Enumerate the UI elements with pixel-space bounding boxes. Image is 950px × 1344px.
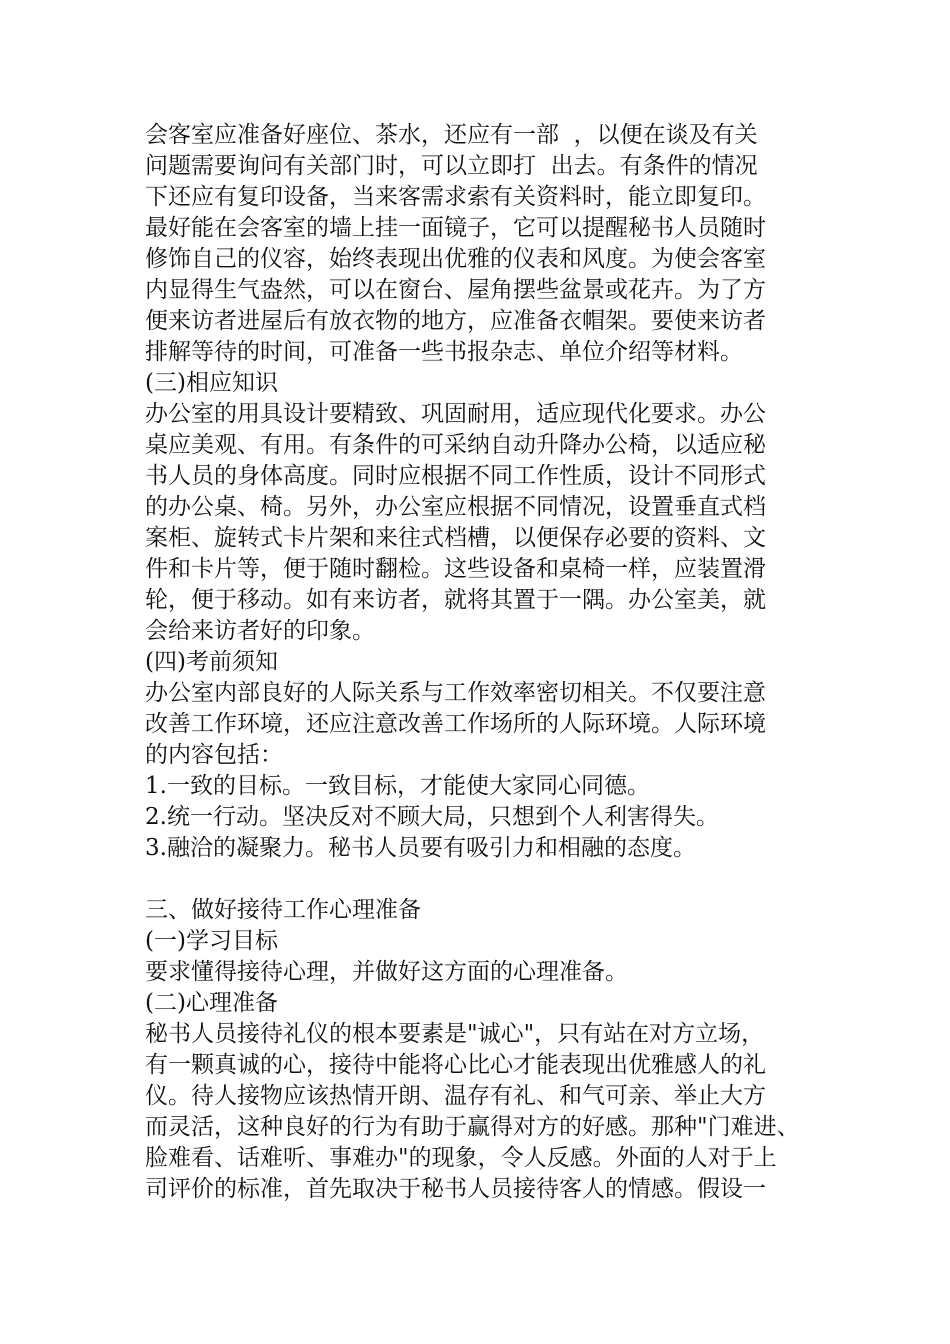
text-line: 便来访者进屋后有放衣物的地方，应准备衣帽架。要使来访者 (145, 308, 766, 334)
text-line: 改善工作环境，还应注意改善工作场所的人际环境。人际环境 (145, 711, 766, 737)
text-line: 桌应美观、有用。有条件的可采纳自动升降办公椅，以适应秘 (145, 432, 766, 458)
text-line: 秘书人员接待礼仪的根本要素是"诚心"，只有站在对方立场， (145, 1021, 765, 1047)
text-line: 办公室的用具设计要精致、巩固耐用，适应现代化要求。办公 (145, 401, 766, 427)
section-heading: (四)考前须知 (145, 649, 278, 675)
list-item: 1.一致的目标。一致目标，才能使大家同心同德。 (145, 773, 650, 799)
text-line: 仪。待人接物应该热情开朗、温存有礼、和气可亲、举止大方 (145, 1083, 766, 1109)
text-line: 的内容包括： (145, 742, 283, 768)
text-line: 会给来访者好的印象。 (145, 618, 375, 644)
text-line: 的办公桌、椅。另外，办公室应根据不同情况，设置垂直式档 (145, 494, 766, 520)
text-line: 最好能在会客室的墙上挂一面镜子，它可以提醒秘书人员随时 (145, 215, 766, 241)
text-line: 脸难看、话难听、事难办"的现象，令人反感。外面的人对于上 (145, 1145, 777, 1171)
text-line: 修饰自己的仪容，始终表现出优雅的仪表和风度。为使会客室 (145, 246, 766, 272)
chapter-heading: 三、做好接待工作心理准备 (145, 897, 421, 923)
blank-line (145, 864, 825, 895)
text-line: 书人员的身体高度。同时应根据不同工作性质，设计不同形式 (145, 463, 766, 489)
text-line: 下还应有复印设备，当来客需求索有关资料时，能立即复印。 (145, 184, 766, 210)
list-item: 3.融洽的凝聚力。秘书人员要有吸引力和相融的态度。 (145, 835, 696, 861)
text-line: 会客室应准备好座位、茶水，还应有一部 ，以便在谈及有关 (145, 122, 758, 148)
text-line: 而灵活，这种良好的行为有助于赢得对方的好感。那种"门难进、 (145, 1114, 800, 1140)
text-line: 办公室内部良好的人际关系与工作效率密切相关。不仅要注意 (145, 680, 766, 706)
list-item: 2.统一行动。坚决反对不顾大局，只想到个人利害得失。 (145, 804, 719, 830)
text-line: 内显得生气盎然，可以在窗台、屋角摆些盆景或花卉。为了方 (145, 277, 766, 303)
text-line: 司评价的标准，首先取决于秘书人员接待客人的情感。假设一 (145, 1176, 766, 1202)
text-line: 有一颗真诚的心，接待中能将心比心才能表现出优雅感人的礼 (145, 1052, 766, 1078)
text-line: 要求懂得接待心理，并做好这方面的心理准备。 (145, 959, 628, 985)
text-line: 轮，便于移动。如有来访者，就将其置于一隅。办公室美，就 (145, 587, 766, 613)
section-heading: (一)学习目标 (145, 928, 278, 954)
text-line: 案柜、旋转式卡片架和来往式档槽，以便保存必要的资料、文 (145, 525, 766, 551)
section-heading: (二)心理准备 (145, 990, 278, 1016)
section-heading: (三)相应知识 (145, 370, 278, 396)
text-line: 件和卡片等，便于随时翻检。这些设备和桌椅一样，应装置滑 (145, 556, 766, 582)
text-line: 排解等待的时间，可准备一些书报杂志、单位介绍等材料。 (145, 339, 743, 365)
document-body (145, 120, 825, 1205)
text-line: 问题需要询问有关部门时，可以立即打 出去。有条件的情况 (145, 153, 758, 179)
